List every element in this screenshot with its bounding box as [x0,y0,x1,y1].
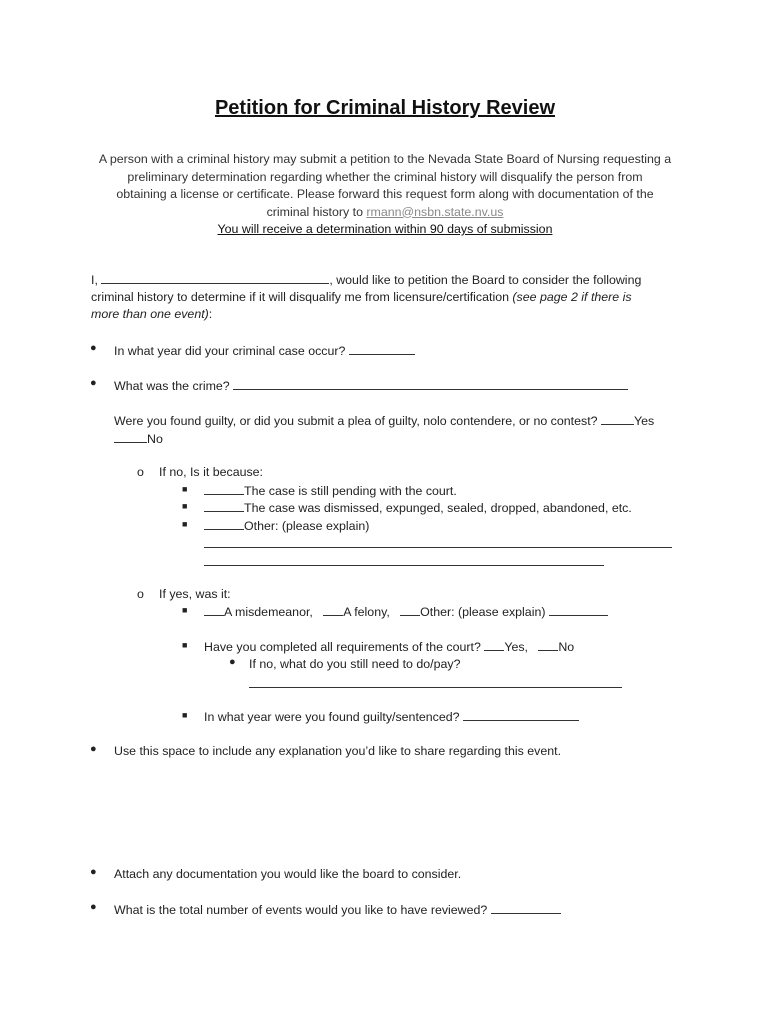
question-year-label: In what year did your criminal case occur? [114,344,349,358]
intro-line-2: preliminary determination regarding whether the criminal history will disqualify the person from [127,169,643,184]
determination-notice: You will receive a determination within 90 days of submission [217,222,553,236]
bullet-icon: ● [90,866,97,878]
guilty-no-row [114,430,163,448]
intro-line-3: obtaining a license or certificate. Please forward this request form along with documentation of the [116,187,654,201]
other-explain-line-1[interactable] [204,547,672,548]
option-other-label: Other: (please explain) [244,519,370,533]
if-no-heading: If no, Is it because: [159,465,264,479]
intro-paragraph [60,151,710,239]
felony-blank[interactable] [323,603,343,616]
total-events-blank[interactable] [491,901,561,914]
requirements-yes-label: Yes, [504,640,528,654]
petition-line-3-note: more than one event) [91,307,209,321]
square-bullet-icon: ■ [182,484,188,494]
email-link[interactable]: rmann@nsbn.state.nv.us [366,204,504,219]
requirements-question [204,638,574,656]
circle-bullet-icon: o [137,465,144,479]
sentenced-label: In what year were you found guilty/sentenced? [204,710,463,724]
option-pending [204,482,457,500]
option-pending-label: The case is still pending with the court. [244,484,457,498]
petition-line-3-end: : [208,307,213,321]
other-offense-explain-blank[interactable] [549,603,608,616]
requirements-yes-blank[interactable] [484,638,504,651]
bullet-icon: ● [90,901,97,913]
guilty-yes-label: Yes [633,414,655,428]
explanation-prompt: Use this space to include any explanation you’d like to share regarding this event. [114,744,562,758]
intro-line-1: A person with a criminal history may submit a petition to the Nevada State Board of Nursing requesting a [98,152,672,166]
misdemeanor-label: A misdemeanor, [224,605,313,619]
option-dismissed-label: The case was dismissed, expunged, sealed, dropped, abandoned, etc. [244,501,632,515]
guilty-question [114,412,654,430]
felony-label: A felony, [343,605,390,619]
guilty-no-label: No [147,432,163,446]
other-offense-label: Other: (please explain) [420,605,546,619]
total-events-question [114,901,561,919]
petition-line-2-text: criminal history to determine if it will disqualify me from licensure/certification [91,290,513,304]
sentenced-blank[interactable] [463,708,579,721]
intro-line-4 [60,204,710,222]
petition-line-3 [91,306,212,323]
attach-prompt: Attach any documentation you would like the board to consider. [114,867,462,881]
guilty-yes-blank[interactable] [601,412,634,425]
requirements-label: Have you completed all requirements of the court? [204,640,485,654]
option-other [204,517,369,535]
petition-prefix: I, [91,273,102,287]
total-events-label: What is the total number of events would you like to have reviewed? [114,903,491,917]
petition-suffix: , would like to petition the Board to consider the following [329,273,642,287]
if-yes-heading: If yes, was it: [159,587,231,601]
guilty-no-blank[interactable] [114,430,147,443]
guilty-question-label: Were you found guilty, or did you submit a plea of guilty, nolo contendere, or no contest? [114,414,601,428]
question-crime [114,377,628,395]
requirements-no-label: No [558,640,575,654]
petition-line-1 [91,271,641,289]
square-bullet-icon: ■ [182,640,188,650]
misdemeanor-blank[interactable] [204,603,224,616]
page-title: Petition for Criminal History Review [214,97,556,119]
still-need-line[interactable] [249,687,622,688]
dismissed-blank[interactable] [204,499,244,512]
square-bullet-icon: ■ [182,501,188,511]
square-bullet-icon: ■ [182,710,188,720]
pending-blank[interactable] [204,482,244,495]
other-blank[interactable] [204,517,244,530]
bullet-icon: ● [90,377,97,389]
other-explain-line-2[interactable] [204,565,604,566]
year-blank[interactable] [349,342,415,355]
question-crime-label: What was the crime? [114,379,234,393]
sentenced-question [204,708,579,726]
intro-line-4-prefix: criminal history to [266,204,367,219]
option-dismissed [204,499,632,517]
bullet-icon: ● [90,743,97,755]
name-blank[interactable] [101,271,329,284]
crime-blank[interactable] [233,377,628,390]
still-need-question: If no, what do you still need to do/pay? [249,657,461,671]
square-bullet-icon: ■ [182,605,188,615]
petition-line-2-note: (see page 2 if there is [512,290,632,304]
circle-bullet-icon: o [137,587,144,601]
question-year [114,342,415,360]
petition-line-2 [91,289,632,306]
square-bullet-icon: ■ [182,519,188,529]
offense-type-row [204,603,608,621]
bullet-icon: ● [90,342,97,354]
requirements-no-blank[interactable] [538,638,558,651]
other-offense-blank[interactable] [400,603,420,616]
bullet-icon: ● [229,656,236,668]
